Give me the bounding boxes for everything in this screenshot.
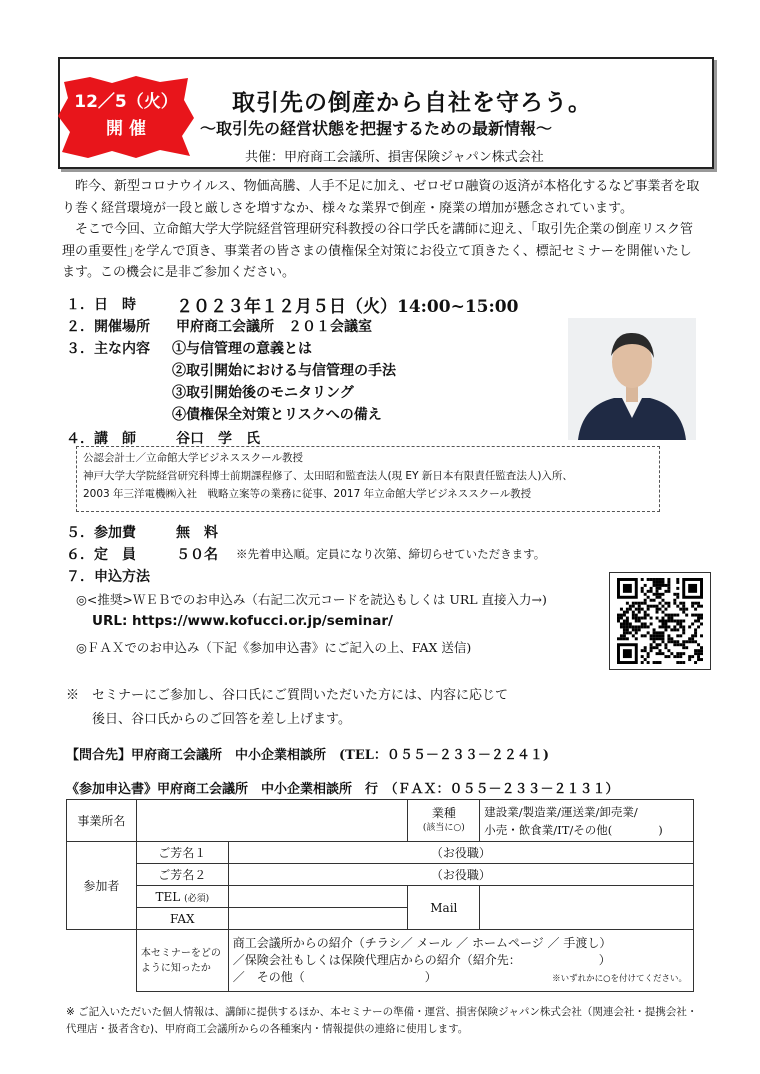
badge-label: 開 催 bbox=[106, 119, 146, 139]
company-label: 事業所名 bbox=[67, 800, 137, 842]
name1-field[interactable]: （お役職） bbox=[228, 842, 693, 864]
intro-text bbox=[62, 176, 702, 284]
date-badge bbox=[56, 74, 196, 160]
industry-options[interactable] bbox=[480, 800, 694, 842]
privacy-note: ※ ご記入いただいた個人情報は、講師に提供するほか、本セミナーの準備・運営、損害保険ジャパン株式会社（関連会社・提携会社・代理店・扱者含む)、甲府商工会議所からの各種案内・情報提供の連絡に使用します。 bbox=[66, 1006, 698, 1035]
notice-line-1: ※ セミナーにご参加し、谷口氏にご質問いただいた方には、内容に応じて bbox=[66, 688, 509, 703]
date-label: １．日 時 bbox=[66, 297, 136, 313]
capacity-value: ５０名 bbox=[176, 547, 218, 563]
cosponsor: 共催：甲府商工会議所、損害保険ジャパン株式会社 bbox=[245, 150, 544, 165]
industry-label: 業種 bbox=[431, 805, 456, 820]
apply-url-link[interactable]: URL: https://www.kofucci.or.jp/seminar/ bbox=[92, 613, 393, 629]
how-label: 本セミナーをどのように知ったか bbox=[136, 930, 228, 992]
apply-web: ◎<推奨>ＷＥＢでのお申込み（右記二次元コードを読込もしくは URL 直接入力→) bbox=[76, 592, 547, 607]
date-value: ２０２３年１２月５日（火）14:00~15:00 bbox=[176, 297, 519, 317]
participant-label: 参加者 bbox=[67, 842, 137, 930]
content-item: ③取引開始後のモニタリング bbox=[172, 385, 354, 401]
page-title: 取引先の倒産から自社を守ろう。 bbox=[232, 90, 592, 116]
how-line: ／保険会社もしくは保険代理店からの紹介（紹介先： ） bbox=[232, 953, 611, 967]
venue-value: 甲府商工会議所 ２０１会議室 bbox=[176, 319, 372, 335]
capacity-label: ６．定 員 bbox=[66, 547, 136, 563]
tel-label-cell bbox=[136, 886, 228, 908]
name1-label: ご芳名１ bbox=[136, 842, 228, 864]
fax-label: FAX bbox=[136, 908, 228, 930]
how-line: ／ その他（ ） bbox=[232, 970, 437, 984]
content-label: ３．主な内容 bbox=[66, 341, 150, 357]
intro-paragraph-1: 昨今、新型コロナウイルス、物価高騰、人手不足に加え、ゼロゼロ融資の返済が本格化するなど事業者を取り巻く経営環境が一段と厳しさを増すなか、様々な業界で倒産・廃業の増加が懸念されています。 bbox=[62, 179, 700, 216]
form-heading: 《参加申込書》甲府商工会議所 中小企業相談所 行 （ＦＡＸ：０５５－２３３－２１３１） bbox=[66, 782, 619, 797]
tel-note: (必須) bbox=[184, 893, 210, 904]
lecturer-name: 谷口 学 氏 bbox=[176, 431, 260, 447]
fee-value: 無 料 bbox=[176, 525, 218, 541]
bio-line: 公認会計士／立命館大学ビジネススクール教授 bbox=[83, 452, 303, 464]
page-subtitle: ～取引先の経営状態を把握するための最新情報～ bbox=[200, 119, 553, 138]
venue-label: ２．開催場所 bbox=[66, 319, 150, 335]
fee-label: ５．参加費 bbox=[66, 525, 136, 541]
name2-field[interactable]: （お役職） bbox=[228, 864, 693, 886]
qr-code[interactable] bbox=[609, 572, 711, 670]
bio-line: 神戸大学大学院経営研究科博士前期課程修了、太田昭和監査法人(現 EY 新日本有限責任監査法人)入所、 bbox=[83, 470, 573, 482]
apply-fax: ◎ＦＡＸでのお申込み（下記《参加申込書》にご記入の上、FAX 送信) bbox=[76, 640, 472, 655]
lecturer-bio bbox=[76, 446, 660, 512]
application-form bbox=[66, 799, 694, 992]
content-item: ④債権保全対策とリスクへの備え bbox=[172, 407, 382, 423]
apply-label: ７．申込方法 bbox=[66, 569, 150, 585]
contact-info: 【問合先】甲府商工会議所 中小企業相談所 (TEL：０５５－２３３－２２４１) bbox=[66, 748, 550, 763]
company-field[interactable] bbox=[136, 800, 408, 842]
bio-line: 2003 年三洋電機㈱入社 戦略立案等の業務に従事、2017 年立命館大学ビジネススクール教授 bbox=[83, 488, 532, 500]
industry-options-line: 建設業/製造業/運送業/卸売業/ bbox=[484, 804, 638, 819]
how-note: ※いずれかに○を付けてください。 bbox=[552, 974, 687, 984]
how-line: 商工会議所からの紹介（チラシ／ メール ／ ホームページ ／ 手渡し） bbox=[232, 936, 612, 950]
industry-options-line: 小売・飲食業/IT/その他( ) bbox=[484, 822, 663, 837]
industry-note: (該当に○) bbox=[422, 822, 465, 833]
capacity-note: ※先着申込順。定員になり次第、締切らせていただきます。 bbox=[236, 547, 546, 561]
content-item: ①与信管理の意義とは bbox=[172, 341, 312, 357]
content-item: ②取引開始における与信管理の手法 bbox=[172, 363, 396, 379]
mail-field[interactable] bbox=[480, 886, 694, 930]
intro-paragraph-2: そこで今回、立命館大学大学院経営管理研究科教授の谷口学氏を講師に迎え、｢取引先企業の倒産リスク管理の重要性｣を学んで頂き、事業者の皆さまの債権保全対策にお役立て頂きたく、標記セミナーを開催いたします。この機会に是非ご参加ください。 bbox=[62, 222, 694, 280]
badge-date: 12／5（火） bbox=[74, 92, 178, 112]
notice-line-2: 後日、谷口氏からのご回答を差し上げます。 bbox=[92, 712, 351, 727]
lecturer-photo bbox=[568, 318, 696, 440]
tel-field[interactable] bbox=[228, 886, 408, 908]
lecturer-label: ４．講 師 bbox=[66, 431, 136, 447]
mail-label: Mail bbox=[408, 886, 480, 930]
fax-field[interactable] bbox=[228, 908, 408, 930]
how-field[interactable] bbox=[228, 930, 693, 992]
name2-label: ご芳名２ bbox=[136, 864, 228, 886]
industry-cell bbox=[408, 800, 480, 842]
tel-label: TEL bbox=[155, 889, 181, 904]
